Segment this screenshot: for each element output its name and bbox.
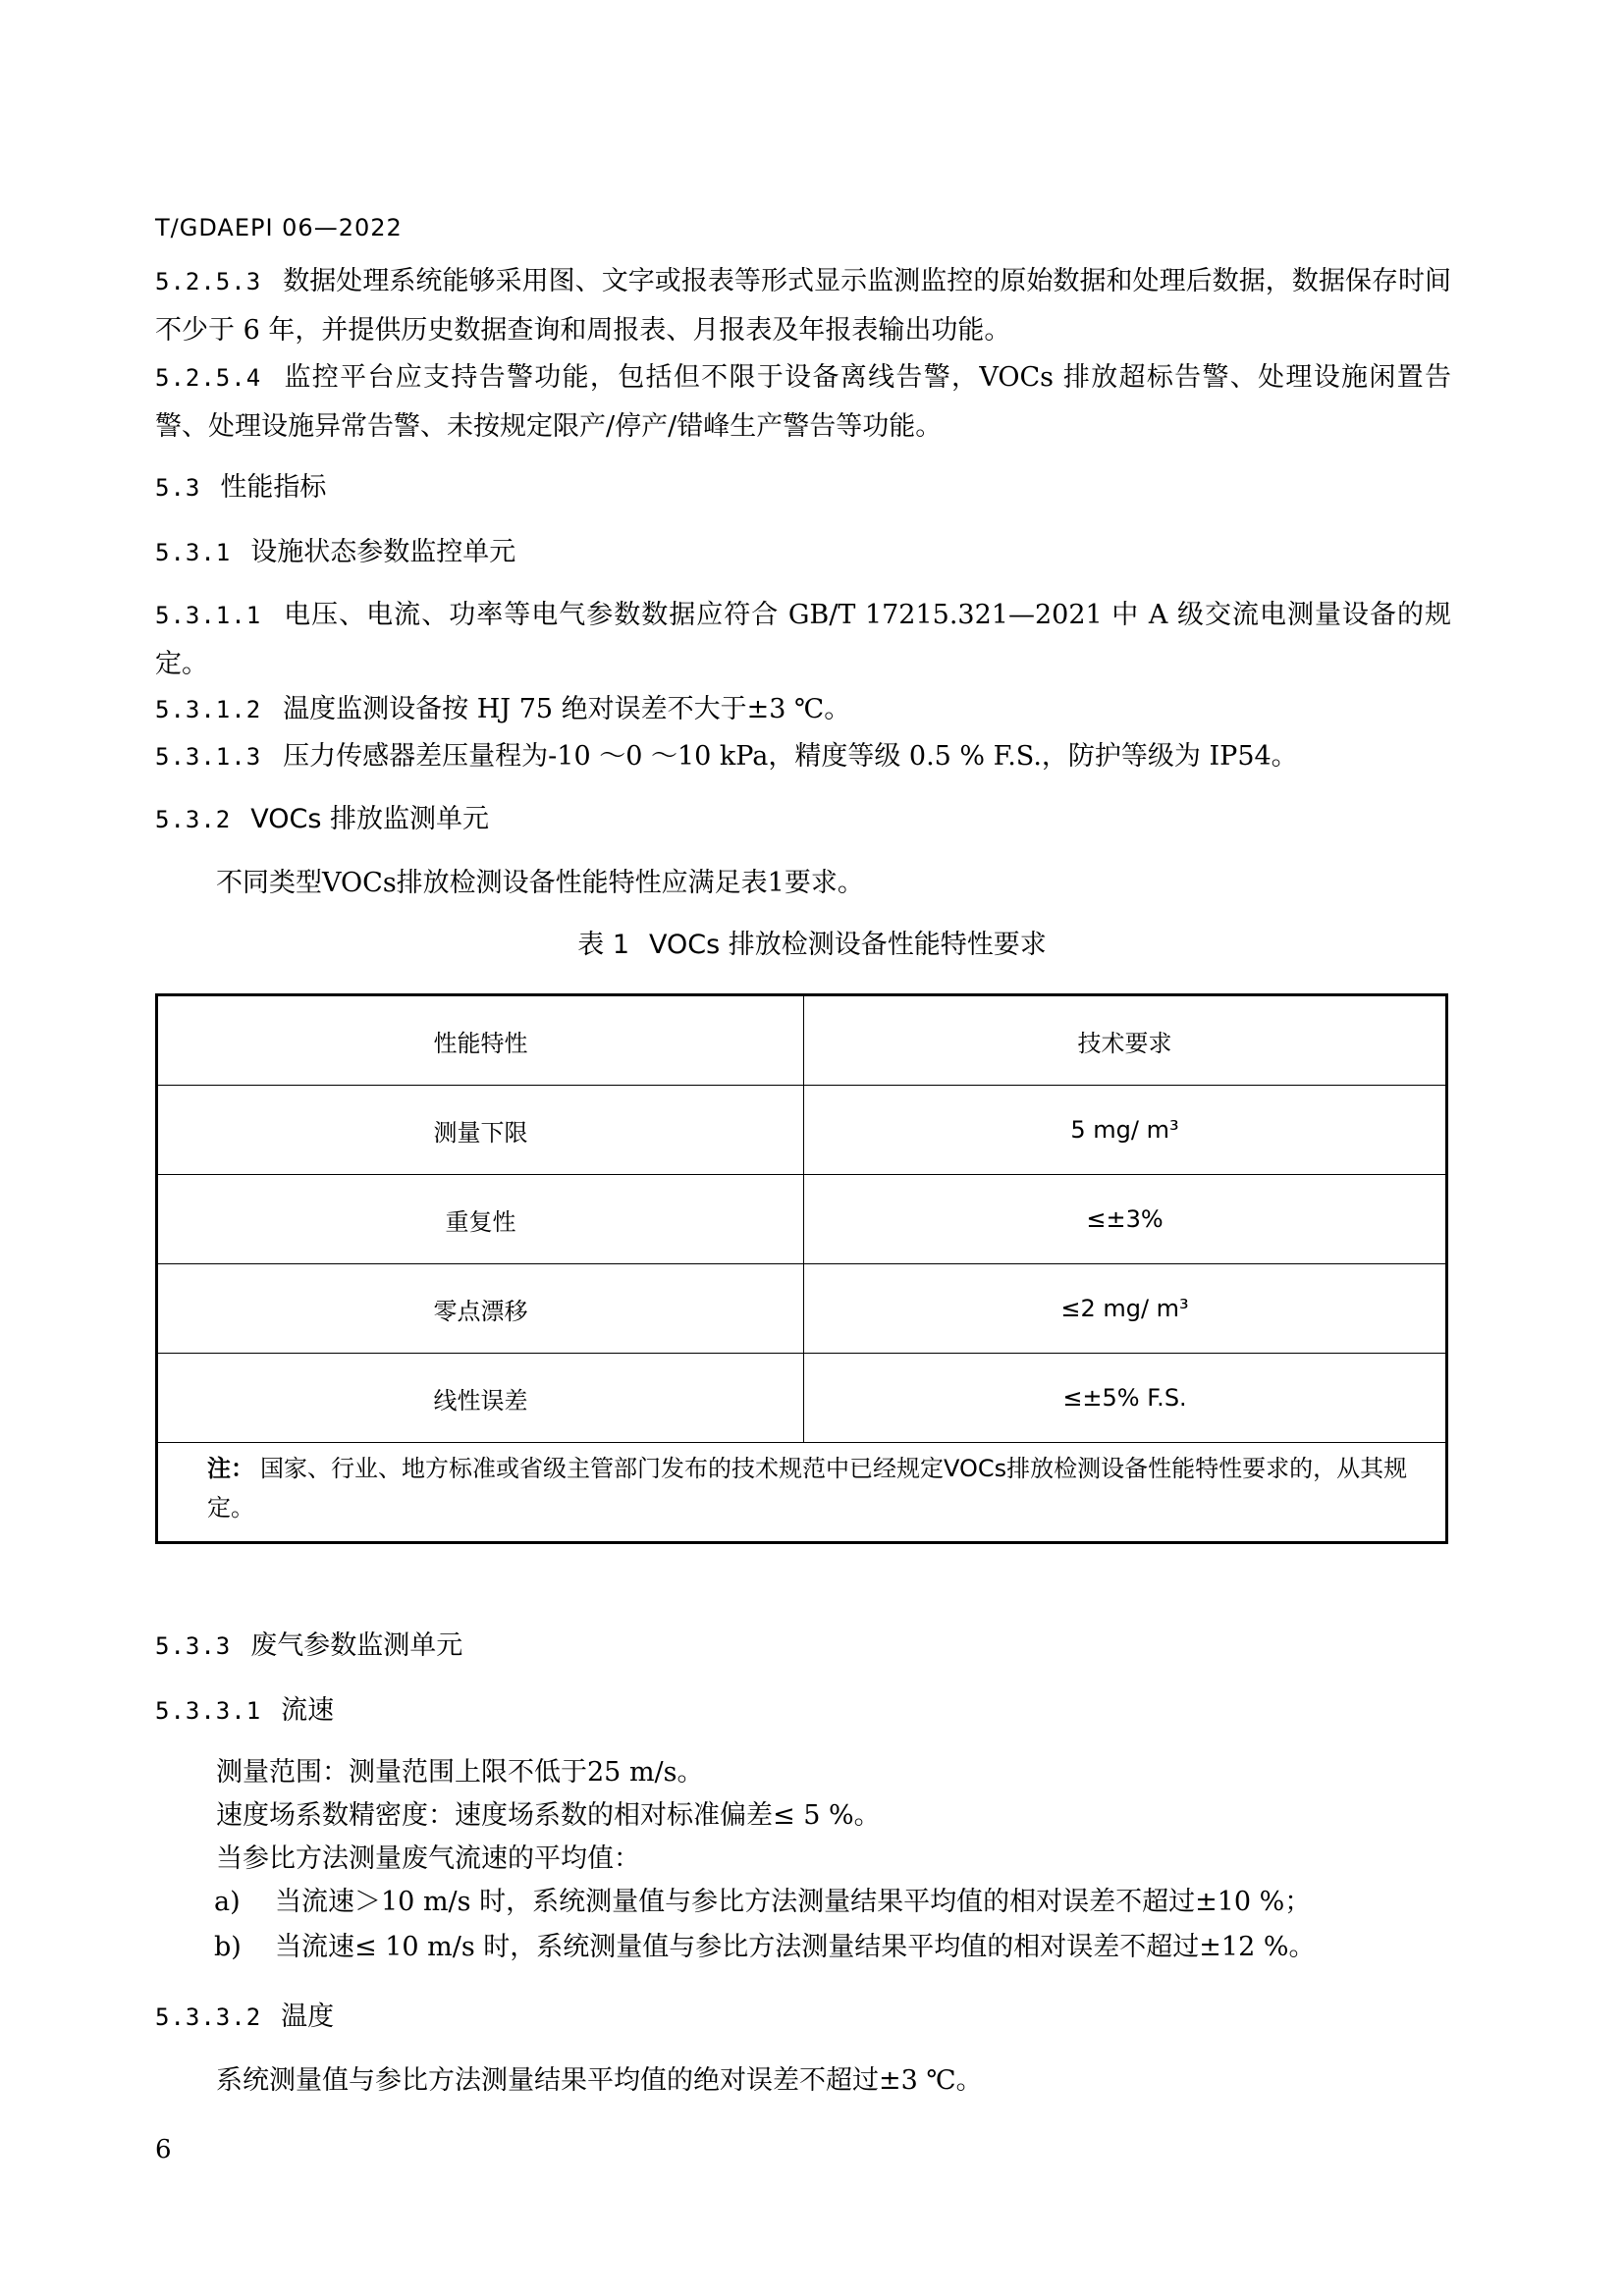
list-marker: b) (214, 1932, 242, 1962)
clause-text: 监控平台应支持告警功能，包括但不限于设备离线告警，VOCs 排放超标告警、处理设施闲置告警、处理设施异常告警、未按规定限产/停产/错峰生产警告等功能。 (155, 362, 1451, 442)
table-cell: 测量下限 (157, 1086, 804, 1175)
table-caption-number: 表 1 (577, 930, 629, 960)
table-header-cell: 技术要求 (804, 995, 1447, 1086)
heading-5-3-3 (155, 1622, 1451, 1671)
clause-text: 压力传感器差压量程为-10 ～0 ～10 kPa，精度等级 0.5 % F.S.，防护等级为 IP54。 (283, 741, 1298, 772)
page-number: 6 (155, 2135, 172, 2164)
heading-5-3-3-2 (155, 1993, 1451, 2042)
table-row (157, 1264, 1447, 1354)
list-item (214, 1881, 1451, 1924)
table-row (157, 1175, 1447, 1264)
clause-number: 5.3.1.3 (155, 743, 262, 771)
heading-title: 流速 (281, 1695, 335, 1726)
heading-number: 5.3.3.2 (155, 2003, 262, 2031)
heading-title: VOCs 排放监测单元 (250, 804, 489, 834)
clause-text: 数据处理系统能够采用图、文字或报表等形式显示监测监控的原始数据和处理后数据，数据保存时间不少于 6 年，并提供历史数据查询和周报表、月报表及年报表输出功能。 (155, 266, 1451, 346)
heading-number: 5.3 (155, 474, 201, 502)
table-cell: 零点漂移 (157, 1264, 804, 1354)
paragraph-table-reference: 不同类型VOCs排放检测设备性能特性应满足表1要求。 (216, 868, 864, 898)
table-note-text: 国家、行业、地方标准或省级主管部门发布的技术规范中已经规定VOCs排放检测设备性能特性要求的，从其规定。 (207, 1455, 1408, 1522)
table-cell: ≤±5% F.S. (804, 1354, 1447, 1443)
heading-number: 5.3.1 (155, 539, 232, 566)
paragraph-measurement-range: 测量范围：测量范围上限不低于25 m/s。 (216, 1757, 704, 1788)
heading-title: 性能指标 (220, 472, 327, 503)
clause-text: 温度监测设备按 HJ 75 绝对误差不大于±3 ℃。 (283, 694, 851, 724)
list-marker: a) (214, 1887, 241, 1917)
clause-5-3-1-2 (155, 685, 1451, 734)
table-row (157, 1086, 1447, 1175)
table-caption-title: VOCs 排放检测设备性能特性要求 (649, 930, 1047, 960)
clause-number: 5.2.5.4 (155, 364, 262, 392)
table-header-row (157, 995, 1447, 1086)
heading-5-3-3-1 (155, 1686, 1451, 1735)
table-cell: 重复性 (157, 1175, 804, 1264)
table-caption (0, 923, 1624, 961)
clause-5-2-5-4 (155, 353, 1451, 452)
paragraph-reference-method-intro: 当参比方法测量废气流速的平均值： (216, 1843, 640, 1874)
table-row (157, 1354, 1447, 1443)
document-id: T/GDAEPI 06—2022 (155, 214, 403, 241)
list-item (214, 1926, 1451, 1969)
heading-title: 温度 (281, 2002, 335, 2032)
heading-title: 废气参数监测单元 (250, 1630, 463, 1661)
heading-5-3-1 (155, 528, 1451, 577)
heading-title: 设施状态参数监控单元 (250, 537, 516, 567)
table-note (157, 1443, 1447, 1543)
table-cell: ≤2 mg/ m³ (804, 1264, 1447, 1354)
table-cell: 线性误差 (157, 1354, 804, 1443)
heading-number: 5.3.3 (155, 1632, 232, 1660)
clause-number: 5.2.5.3 (155, 268, 262, 295)
heading-5-3-2 (155, 795, 1451, 844)
clause-text: 电压、电流、功率等电气参数数据应符合 GB/T 17215.321—2021 中 A 级交流电测量设备的规定。 (155, 600, 1451, 679)
paragraph-velocity-field-precision: 速度场系数精密度：速度场系数的相对标准偏差≤ 5 %。 (216, 1800, 881, 1831)
heading-number: 5.3.3.1 (155, 1697, 262, 1725)
heading-number: 5.3.2 (155, 806, 232, 833)
list-item-text: 当流速＞10 m/s 时，系统测量值与参比方法测量结果平均值的相对误差不超过±10 %； (275, 1887, 1312, 1917)
clause-5-2-5-3 (155, 257, 1451, 355)
table-note-row (157, 1443, 1447, 1543)
clause-5-3-1-1 (155, 591, 1451, 689)
table-cell: ≤±3% (804, 1175, 1447, 1264)
table-cell: 5 mg/ m³ (804, 1086, 1447, 1175)
performance-requirements-table (155, 993, 1448, 1544)
heading-5-3 (155, 463, 1451, 512)
list-item-text: 当流速≤ 10 m/s 时，系统测量值与参比方法测量结果平均值的相对误差不超过±12 %。 (275, 1932, 1316, 1962)
clause-number: 5.3.1.2 (155, 696, 262, 723)
paragraph-temperature-requirement: 系统测量值与参比方法测量结果平均值的绝对误差不超过±3 ℃。 (216, 2065, 983, 2096)
clause-5-3-1-3 (155, 732, 1451, 781)
clause-number: 5.3.1.1 (155, 602, 262, 629)
table-note-label: 注： (207, 1455, 254, 1482)
table-header-cell: 性能特性 (157, 995, 804, 1086)
